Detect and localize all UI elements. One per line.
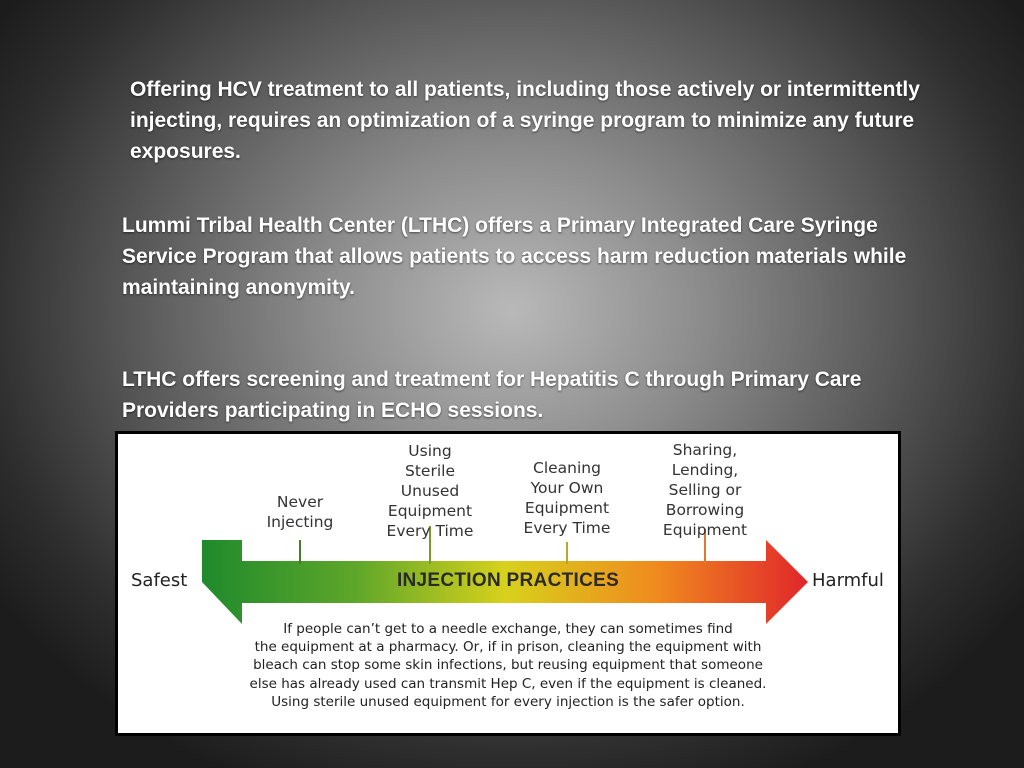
marker-sterile-unused: Using Sterile Unused Equipment Every Time: [386, 442, 474, 540]
injection-practices-figure: [115, 431, 901, 736]
figure-note: If people can’t get to a needle exchange, they can sometimes find the equipment at a pharmacy. Or, if in prison, cleaning the equipment with bleach can stop some skin infections, but reusing equipment that someone else has already used can transmit Hep C, even if the equipment is cleaned. Using sterile unused equipment for every injection is the safer option.: [249, 621, 767, 710]
echo-paragraph: LTHC offers screening and treatment for Hepatitis C through Primary Care Providers participating in ECHO sessions.: [122, 368, 862, 422]
marker-cleaning-own: Cleaning Your Own Equipment Every Time: [523, 459, 611, 537]
harmful-label: Harmful: [812, 570, 884, 591]
ssp-paragraph: Lummi Tribal Health Center (LTHC) offers a Primary Integrated Care Syringe Service Program that allows patients to access harm reduction materials while maintaining anonymity.: [122, 214, 907, 299]
safest-label: Safest: [131, 570, 188, 591]
marker-never-injecting: Never Injecting: [266, 493, 334, 531]
arrow-title: INJECTION PRACTICES: [396, 570, 620, 591]
intro-paragraph: Offering HCV treatment to all patients, including those actively or intermittently injecting, requires an optimization of a syringe program to minimize any future exposures.: [130, 78, 920, 163]
marker-sharing: Sharing, Lending, Selling or Borrowing Equipment: [662, 441, 748, 539]
